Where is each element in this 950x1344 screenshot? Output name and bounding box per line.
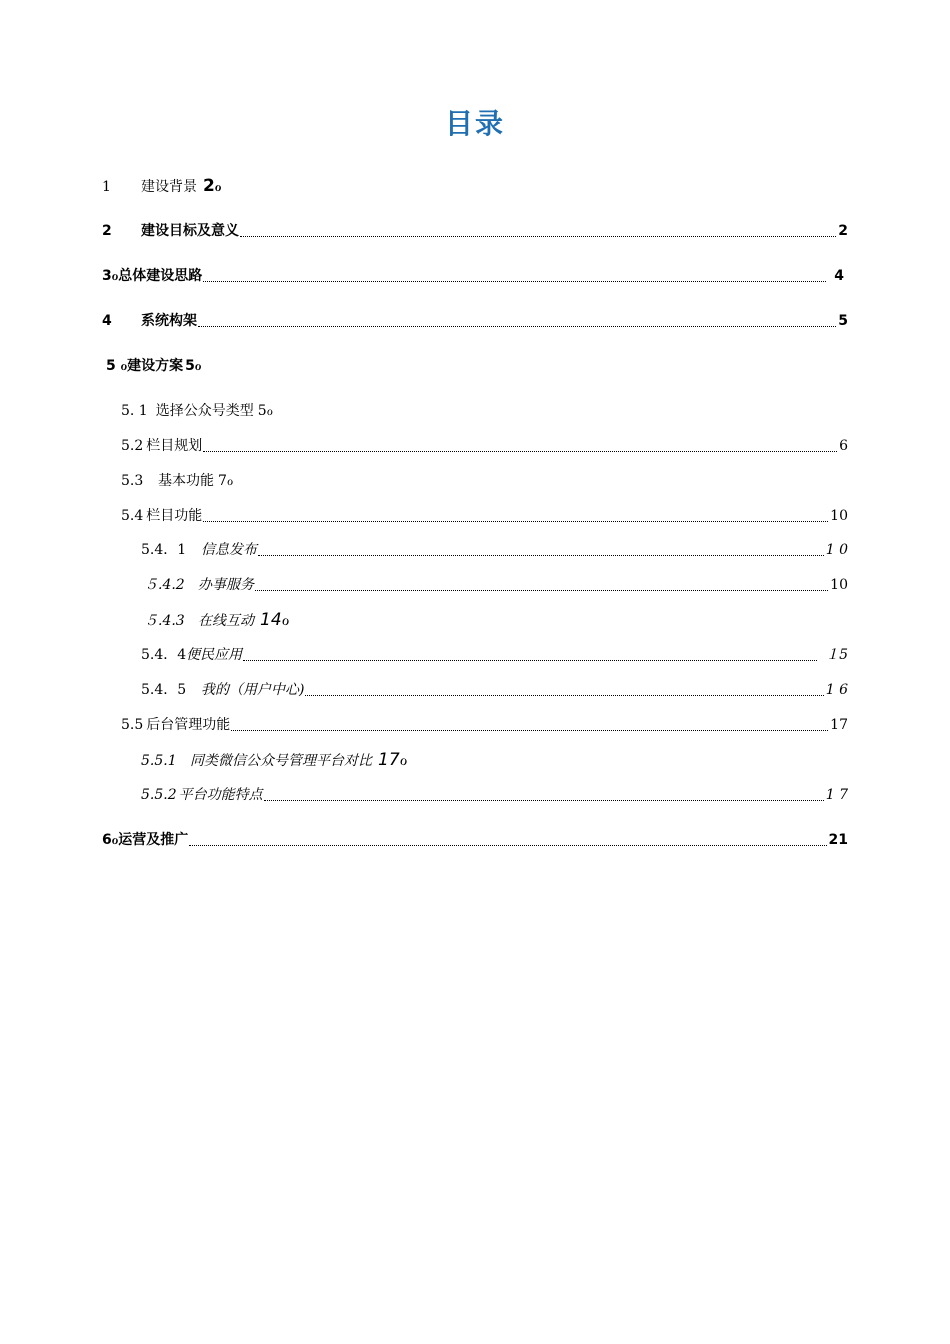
toc-entry-page: 2 [203, 176, 215, 196]
toc-entry-number: 5 ℴ [106, 358, 128, 374]
dot-leader [305, 695, 823, 696]
toc-entry-number: 3ℴ [102, 268, 119, 284]
toc-title: 目录 [444, 107, 505, 140]
toc-entry-5-5-2[interactable] [141, 784, 848, 806]
toc-entry-text: 栏目规划 [146, 438, 203, 454]
toc-entry-number: 5.4．4 [141, 647, 187, 663]
toc-entry-text: 信息发布 [201, 542, 257, 558]
toc-entry-page: 21 [828, 832, 848, 848]
toc-entry-text: 我的（用户中心) [201, 682, 305, 698]
toc-entry-5-2[interactable] [121, 435, 848, 457]
dot-leader [240, 236, 836, 237]
toc-entry-number: 5. 1 [121, 403, 148, 419]
toc-entry-text: 系统构架 [141, 313, 197, 329]
dot-leader [198, 326, 836, 327]
toc-entry-text: 同类微信公众号管理平台对比 [190, 753, 372, 769]
toc-entry-number: 6ℴ [102, 832, 119, 848]
toc-entry-text: 选择公众号类型 [155, 403, 254, 419]
toc-entry-page: 17 [830, 717, 848, 733]
toc-entry-number: 5.2 [121, 438, 144, 454]
toc-entry-page: 5 [838, 313, 848, 329]
toc-entry-5[interactable] [106, 355, 201, 377]
toc-entry-number: 5.4 [121, 508, 144, 524]
toc-entry-number: 5.5 [121, 717, 144, 733]
toc-entry-number: 2 [102, 223, 112, 239]
toc-entry-1[interactable] [102, 175, 221, 197]
toc-entry-text: 便民应用 [186, 647, 243, 663]
toc-entry-number: 4 [102, 313, 112, 329]
dot-leader [189, 845, 826, 846]
dot-leader [203, 521, 828, 522]
toc-entry-text: 建设背景 [141, 179, 197, 195]
toc-entry-number: 5.4．1 [141, 542, 187, 558]
toc-entry-4[interactable] [102, 310, 848, 332]
dot-leader [203, 451, 837, 452]
toc-entry-text: 平台功能特点 [178, 787, 263, 803]
toc-entry-5-1[interactable] [121, 400, 273, 422]
toc-entry-text: 总体建设思路 [118, 268, 203, 284]
toc-entry-suffix: ℴ [214, 179, 222, 195]
toc-entry-5-5-1[interactable] [141, 749, 407, 771]
toc-entry-page: 14ℴ [260, 610, 290, 630]
toc-entry-page: 7ℴ [218, 473, 234, 489]
toc-entry-number: 5.4．5 [141, 682, 187, 698]
toc-entry-page: 17ℴ [378, 750, 408, 770]
toc-entry-number: 5.3 [121, 473, 144, 489]
toc-entry-text: 办事服务 [198, 577, 254, 593]
toc-entry-page: 10 [830, 577, 848, 593]
toc-entry-number: ５.4.2 [144, 577, 185, 593]
toc-entry-page: 4 [834, 268, 844, 284]
toc-entry-5-4[interactable] [121, 505, 848, 527]
toc-entry-number: ５.4.3 [144, 613, 185, 629]
dot-leader [231, 730, 828, 731]
toc-entry-number: 1 [102, 179, 111, 195]
toc-entry-3[interactable] [102, 265, 844, 287]
toc-entry-5-4-4[interactable] [141, 644, 848, 666]
toc-entry-page: 5ℴ [257, 403, 274, 419]
toc-entry-5-4-3[interactable] [144, 609, 289, 631]
toc-entry-text: 建设目标及意义 [141, 223, 239, 239]
dot-leader [243, 660, 817, 661]
toc-entry-text: 后台管理功能 [146, 717, 231, 733]
toc-entry-text: 建设方案 [127, 358, 184, 374]
toc-entry-page: 1 7 [825, 787, 848, 803]
toc-entry-page: 5ℴ [185, 358, 202, 374]
toc-entry-page: 1 0 [825, 542, 848, 558]
dot-leader [264, 800, 824, 801]
toc-entry-5-3[interactable] [121, 470, 233, 492]
toc-entry-2[interactable] [102, 220, 848, 242]
toc-entry-page: １5 [825, 647, 848, 663]
toc-entry-6[interactable] [102, 829, 848, 851]
toc-entry-text: 栏目功能 [146, 508, 203, 524]
dot-leader [255, 590, 828, 591]
toc-entry-page: 2 [838, 223, 848, 239]
dot-leader [258, 555, 824, 556]
toc-entry-text: 在线互动 [198, 613, 254, 629]
toc-entry-5-5[interactable] [121, 714, 848, 736]
toc-entry-text: 基本功能 [158, 473, 214, 489]
toc-entry-page: 6 [839, 438, 848, 454]
toc-entry-number: 5.5.1 [141, 753, 177, 769]
toc-entry-page: 10 [830, 508, 848, 524]
dot-leader [203, 281, 826, 282]
toc-entry-5-4-1[interactable] [141, 539, 848, 561]
toc-entry-5-4-2[interactable] [144, 574, 848, 596]
toc-entry-5-4-5[interactable] [141, 679, 848, 701]
toc-entry-page: 1 6 [825, 682, 848, 698]
toc-entry-text: 运营及推广 [118, 832, 189, 848]
toc-entry-number: 5.5.2 [141, 787, 177, 803]
